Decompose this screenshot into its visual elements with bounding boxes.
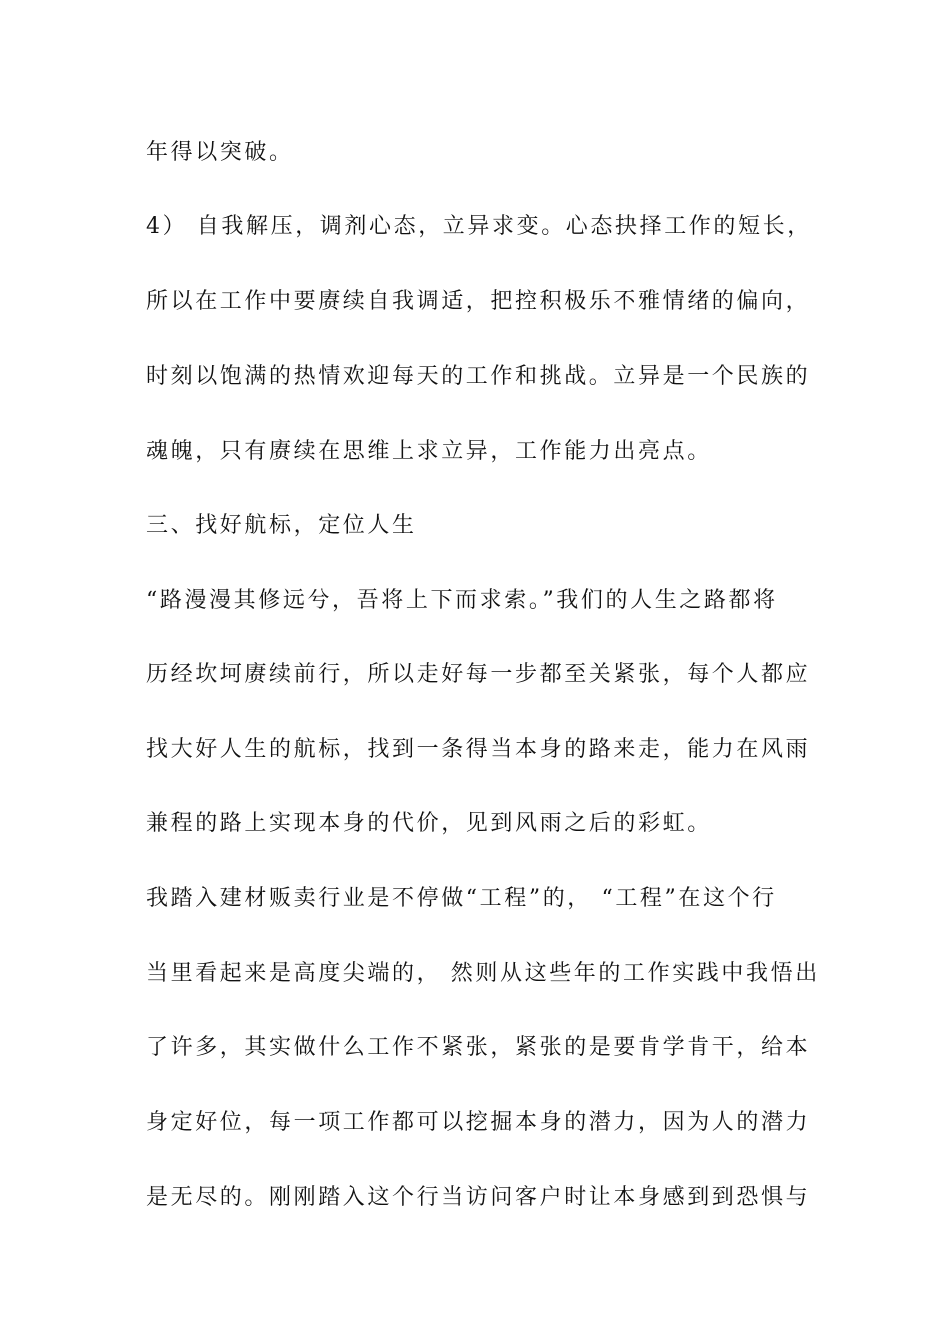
text-line: 兼程的路上实现本身的代价，见到风雨之后的彩虹。 — [146, 811, 712, 836]
text-line: 是无尽的。刚刚踏入这个行当访问客户时让本身感到到恐惧与 — [146, 1185, 811, 1210]
text-line: 年得以突破。 — [146, 140, 294, 165]
text-line: 找大好人生的航标，找到一条得当本身的路来走，能力在风雨 — [146, 737, 811, 762]
text-line: 时刻以饱满的热情欢迎每天的工作和挑战。立异是一个民族的 — [146, 364, 811, 389]
text-line: 身定好位，每一项工作都可以挖掘本身的潜力，因为人的潜力 — [146, 1110, 811, 1135]
text-line: 4） 自我解压，调剂心态，立异求变。心态抉择工作的短长， — [146, 214, 812, 239]
text-line: 魂魄，只有赓续在思维上求立异，工作能力出亮点。 — [146, 439, 712, 464]
text-line: 所以在工作中要赓续自我调适，把控积极乐不雅情绪的偏向， — [146, 289, 811, 314]
text-line: 当里看起来是高度尖端的， 然则从这些年的工作实践中我悟出 — [146, 961, 820, 986]
text-line: 我踏入建材贩卖行业是不停做“工程”的， “工程”在这个行 — [146, 886, 777, 911]
text-line: 了许多，其实做什么工作不紧张，紧张的是要肯学肯干，给本 — [146, 1035, 811, 1060]
section-heading: 三、找好航标，定位人生 — [146, 513, 417, 538]
text-line: “路漫漫其修远兮，吾将上下而求索。”我们的人生之路都将 — [146, 588, 778, 613]
text-line: 历经坎坷赓续前行，所以走好每一步都至关紧张，每个人都应 — [146, 662, 811, 687]
